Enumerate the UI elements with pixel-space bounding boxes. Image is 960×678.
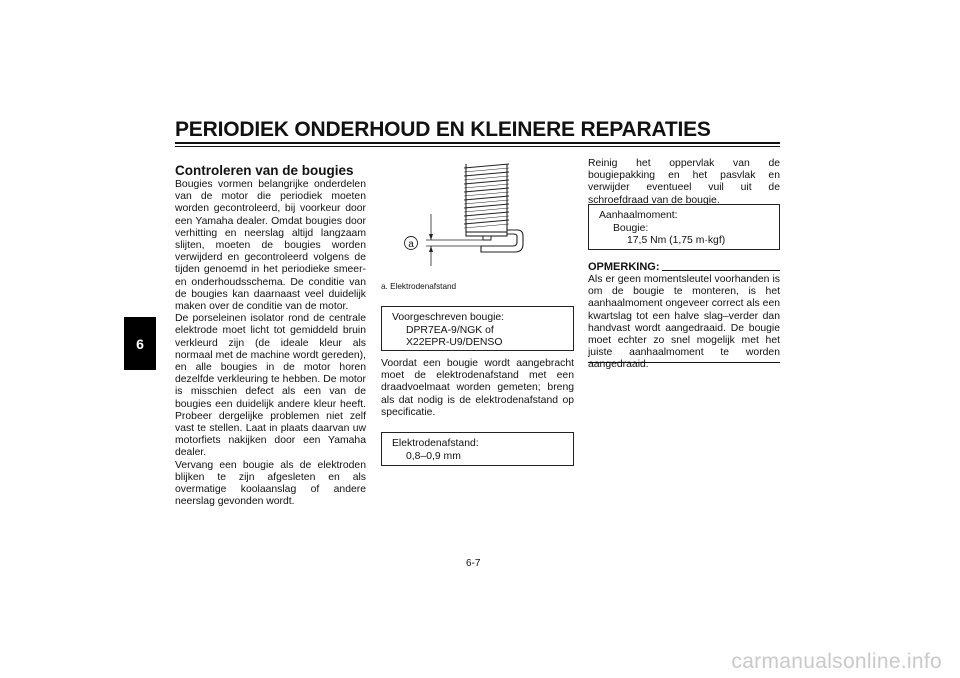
note-heading-rule [662,270,780,271]
spark-plug-spec-line2: X22EPR-U9/DENSO [406,337,503,349]
note-end-rule [588,362,780,363]
torque-sub: Bougie: [613,222,649,234]
section-heading: Controleren van de bougies [175,163,354,178]
paragraph-intro: Bougies vormen belangrijke onderdelen van de motor die periodiek moeten worden gecontroleerd, bij voorkeur door een Yamaha dealer. Omdat bougies door verhitting en neerslag altijd langzaam slijten, moeten de bougies worden verwijderd en gecontroleerd volgens de tijden genoemd in het periodieke smeer- en onderhoudsschema. De conditie van de bougies kan daarnaast veel duidelijk maken over de conditie van de motor. [175,179,366,313]
column-1 [175,163,366,508]
spark-plug-spec-title: Voorgeschreven bougie: [392,312,505,323]
torque-value: 17,5 Nm (1,75 m·kgf) [627,235,726,247]
paragraph-replace: Vervang een bougie als de elektroden blijken te zijn afgesleten en als overmatige koolaanslag of andere neerslag gevonden wordt. [175,459,366,508]
electrode-gap-box [381,432,574,466]
column-2-text [381,358,574,419]
header-rule [175,142,780,144]
electrode-gap-value: 0,8–0,9 mm [406,450,461,462]
torque-box [588,204,780,250]
figure-label-a: a [408,239,414,250]
paragraph-clean: Reinig het oppervlak van de bougiepakking en het pasvlak en verwijder eventueel vuil uit de schroefdraad van de bougie. [588,158,780,206]
note-body [588,274,780,372]
header-rule-thin [175,146,780,147]
figure-caption: a. Elektrodenafstand [381,282,457,291]
torque-title: Aanhaalmoment: [599,210,678,221]
page-number: 6-7 [466,558,481,569]
electrode-gap-title: Elektrodenafstand: [392,438,479,449]
chapter-tab [124,317,156,370]
watermark: carmanualsonline.info [731,650,942,673]
spark-plug-figure [381,158,574,276]
chapter-number: 6 [136,335,144,352]
column-3-text [588,158,780,207]
spark-plug-spec-line1: DPR7EA-9/NGK of [406,324,494,336]
spark-plug-spec-box [381,306,574,351]
note-text: Als er geen momentsleutel voorhanden is om de bougie te monteren, is het aanhaalmoment ongeveer correct als een kwartslag tot een halve slag–verder dan handvast wordt aangedraaid. De bougie moet echter zo snel mogelijk met het juiste aanhaalmoment te worden aangedraaid. [588,274,780,371]
center-electrode [483,236,491,240]
paragraph-isolator: De porseleinen isolator rond de centrale elektrode moet licht tot gemiddeld bruin verkleurd zijn (de ideale kleur als normaal met de machine wordt gereden), en alle bougies in de motor horen dezelfde verkleuring te hebben. De motor is misschien defect als een van de bougies een duidelijk andere kleur heeft. Probeer dergelijke problemen niet zelf vast te stellen. Laat in plaats daarvan uw motorfiets nakijken door een Yamaha dealer. [175,313,366,459]
page-header-title: PERIODIEK ONDERHOUD EN KLEINERE REPARATIES [175,118,711,141]
note-heading: OPMERKING: [588,261,660,273]
paragraph-gap-measure: Voordat een bougie wordt aangebracht moet de elektrodenafstand met een draadvoelmaat worden gemeten; breng als dat nodig is de elektrodenafstand op specificatie. [381,358,574,418]
